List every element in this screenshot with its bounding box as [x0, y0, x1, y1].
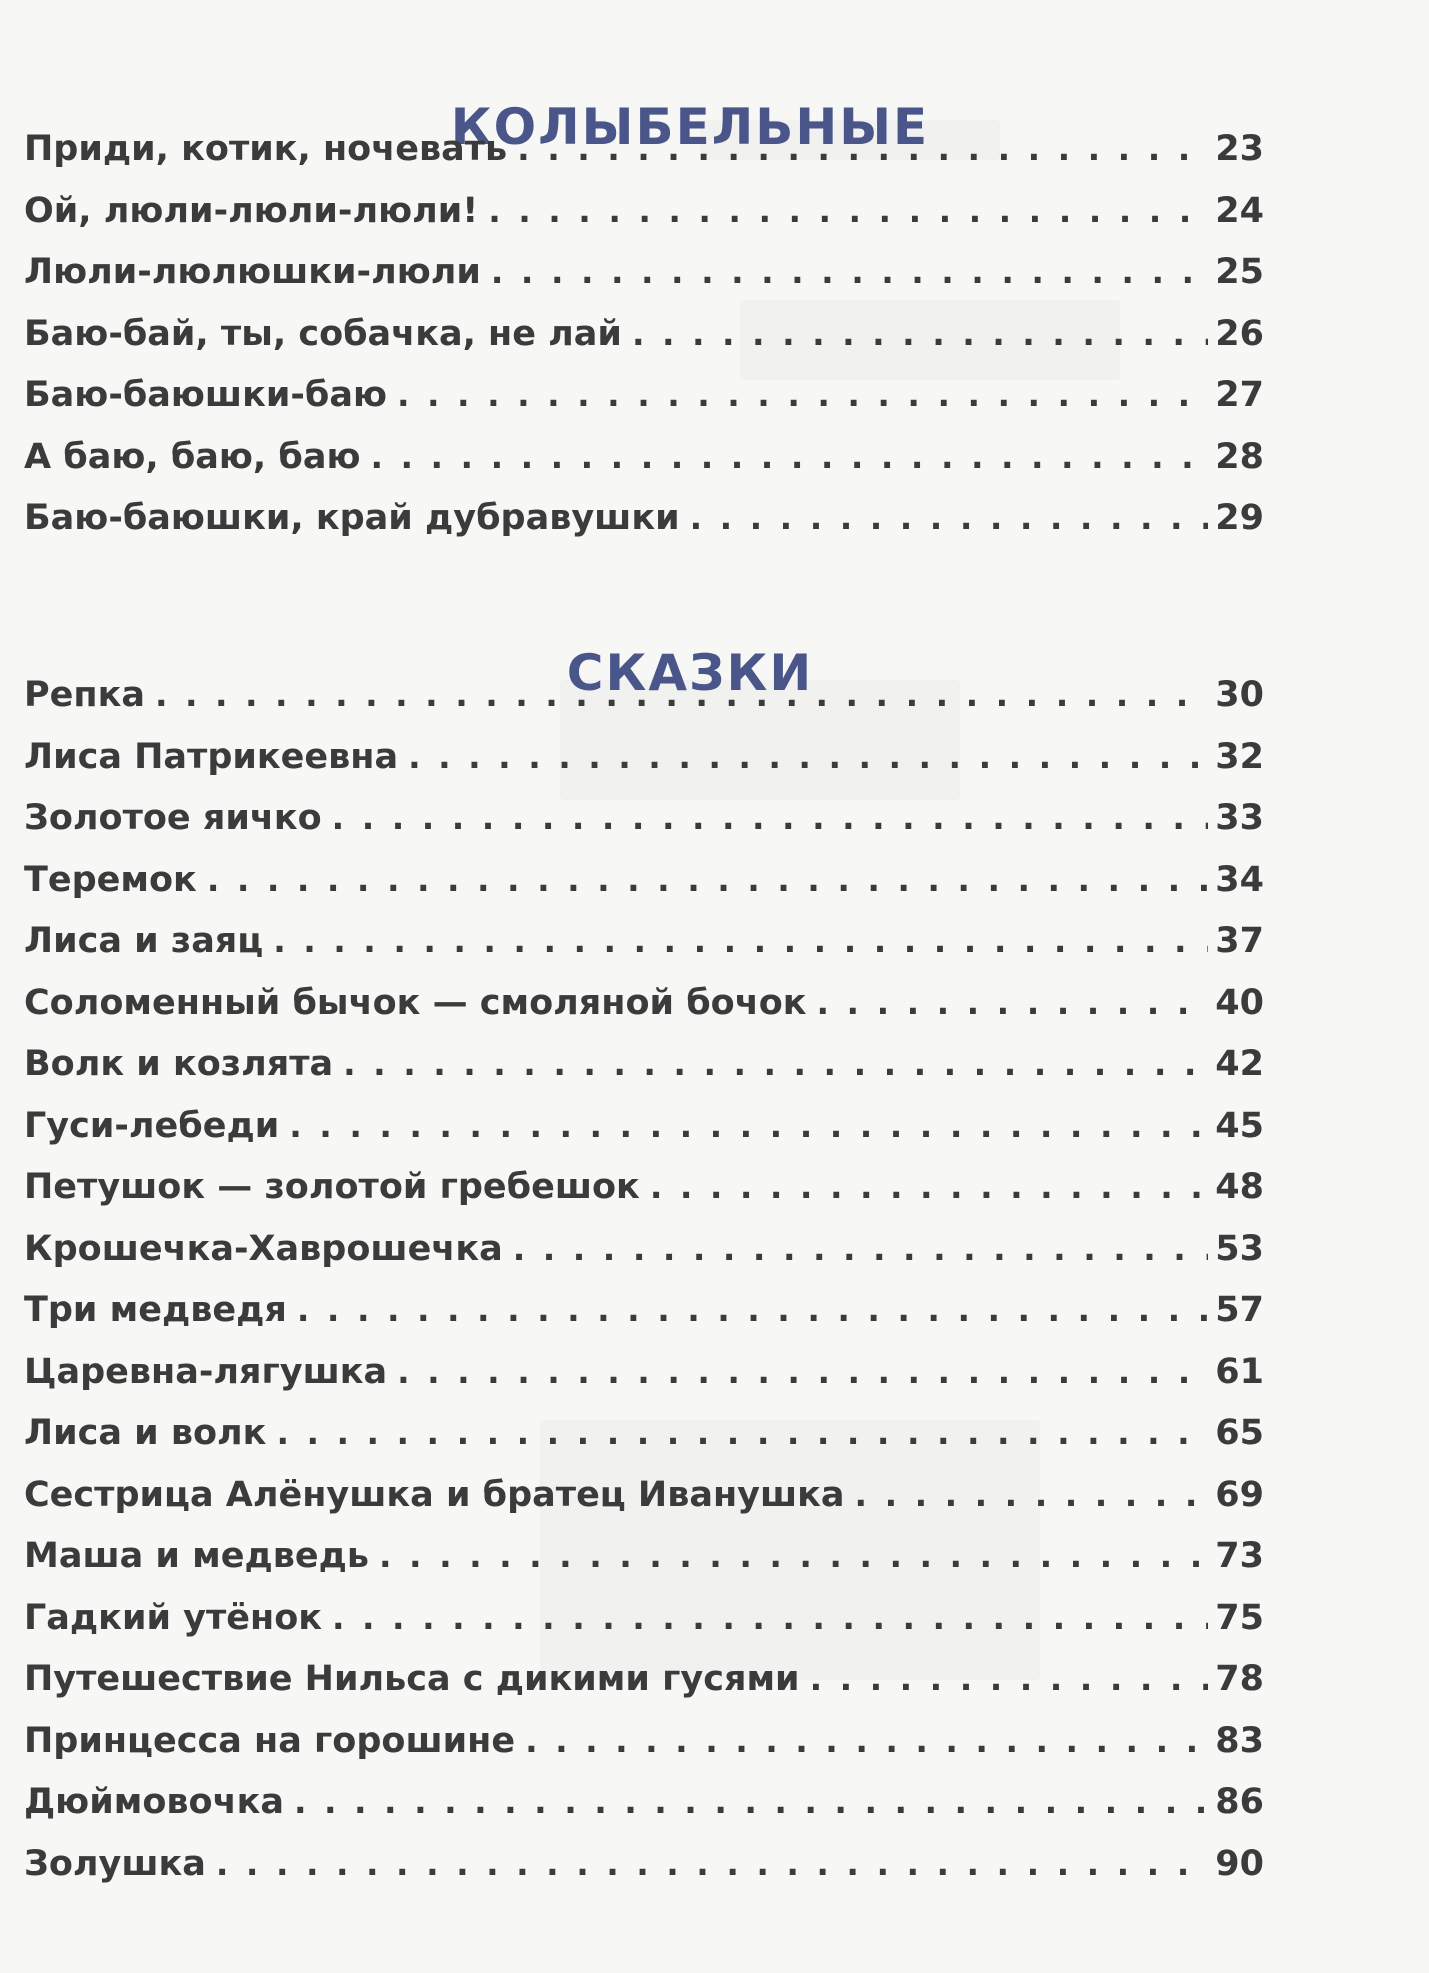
dot-leader [207, 863, 1208, 896]
toc-entry-page: 32 [1215, 736, 1264, 777]
toc-entry[interactable] [24, 375, 1264, 440]
toc-entry-title: Лиса и заяц [24, 921, 264, 961]
dot-leader [491, 255, 1208, 288]
dot-leader [650, 1170, 1208, 1203]
toc-entry-title: Маша и медведь [24, 1536, 370, 1576]
toc-entry-title: Сестрица Алёнушка и братец Иванушка [24, 1474, 845, 1515]
toc-entry-title: Приди, котик, ночевать [24, 129, 508, 169]
section-title-lullabies: КОЛЫБЕЛЬНЫЕ [450, 97, 930, 156]
toc-entry-page: 33 [1215, 798, 1264, 838]
toc-entry[interactable] [24, 436, 1264, 502]
toc-entry[interactable] [24, 1536, 1264, 1601]
toc-entry[interactable] [24, 1167, 1264, 1232]
toc-entry-title: Три медведя [24, 1290, 287, 1330]
toc-list-lullabies [24, 129, 1264, 563]
toc-entry-page: 42 [1215, 1044, 1264, 1084]
dot-leader [332, 801, 1208, 834]
dot-leader [297, 1293, 1208, 1326]
toc-entry[interactable] [24, 1720, 1264, 1786]
toc-entry-page: 40 [1215, 982, 1264, 1023]
toc-entry-title: Петушок — золотой гребешок [24, 1167, 640, 1207]
dot-leader [332, 1601, 1208, 1634]
toc-entry-page: 61 [1215, 1351, 1264, 1392]
dot-leader [276, 1416, 1208, 1449]
toc-entry-title: Ой, люли-люли-люли! [24, 190, 479, 231]
toc-entry[interactable] [24, 982, 1264, 1048]
toc-entry-page: 26 [1215, 313, 1264, 354]
toc-entry[interactable] [24, 1782, 1264, 1847]
toc-entry[interactable] [24, 1105, 1264, 1171]
toc-entry[interactable] [24, 859, 1264, 925]
dot-leader [525, 1724, 1208, 1757]
toc-entry-title: Золотое яичко [24, 798, 322, 838]
toc-entry[interactable] [24, 675, 1264, 740]
toc-entry-page: 23 [1215, 129, 1264, 169]
dot-leader [513, 1232, 1208, 1265]
toc-entry-page: 48 [1215, 1167, 1264, 1207]
toc-entry-page: 25 [1215, 252, 1264, 292]
toc-entry[interactable] [24, 252, 1264, 317]
toc-entry-title: Лиса Патрикеевна [24, 736, 399, 777]
toc-entry-page: 53 [1215, 1228, 1264, 1269]
toc-entry-title: Гуси-лебеди [24, 1105, 280, 1146]
toc-entry-title: Путешествие Нильса с дикими гусями [24, 1659, 800, 1699]
toc-entry[interactable] [24, 313, 1264, 379]
toc-entry-page: 69 [1215, 1474, 1264, 1515]
toc-entry-page: 30 [1215, 675, 1264, 715]
toc-entry[interactable] [24, 1413, 1264, 1478]
toc-entry-page: 73 [1215, 1536, 1264, 1576]
toc-entry-page: 37 [1215, 921, 1264, 961]
toc-entry-title: А баю, баю, баю [24, 436, 361, 477]
toc-list-tales [24, 675, 1264, 1908]
section-title-tales: СКАЗКИ [566, 643, 814, 702]
toc-entry-title: Баю-бай, ты, собачка, не лай [24, 313, 622, 354]
toc-entry-page: 27 [1215, 375, 1264, 415]
toc-entry[interactable] [24, 190, 1264, 256]
toc-entry[interactable] [24, 798, 1264, 863]
toc-entry[interactable] [24, 1228, 1264, 1294]
dot-leader [379, 1539, 1208, 1572]
toc-entry-title: Крошечка-Хаврошечка [24, 1228, 503, 1269]
toc-entry-title: Баю-баюшки, край дубравушки [24, 498, 680, 538]
toc-entry-page: 28 [1215, 436, 1264, 477]
toc-entry[interactable] [24, 1597, 1264, 1663]
dot-leader [397, 378, 1208, 411]
toc-entry-page: 34 [1215, 859, 1264, 900]
dot-leader [632, 317, 1208, 350]
dot-leader [817, 986, 1208, 1019]
toc-entry[interactable] [24, 1290, 1264, 1355]
toc-entry[interactable] [24, 736, 1264, 802]
toc-entry-page: 29 [1215, 498, 1264, 538]
toc-entry-title: Соломенный бычок — смоляной бочок [24, 982, 807, 1023]
toc-entry[interactable] [24, 1474, 1264, 1540]
toc-entry-page: 24 [1215, 190, 1264, 231]
dot-leader [216, 1847, 1208, 1880]
toc-entry[interactable] [24, 1843, 1264, 1909]
toc-entry[interactable] [24, 498, 1264, 563]
toc-entry[interactable] [24, 129, 1264, 194]
dot-leader [855, 1478, 1208, 1511]
dot-leader [370, 440, 1208, 473]
dot-leader [155, 678, 1208, 711]
toc-entry-page: 86 [1215, 1782, 1264, 1822]
toc-entry[interactable] [24, 1044, 1264, 1109]
dot-leader [397, 1355, 1208, 1388]
toc-entry-page: 45 [1215, 1105, 1264, 1146]
toc-entry-page: 83 [1215, 1720, 1264, 1761]
toc-entry-title: Гадкий утёнок [24, 1597, 322, 1638]
toc-entry-title: Баю-баюшки-баю [24, 375, 387, 415]
toc-entry-page: 65 [1215, 1413, 1264, 1453]
dot-leader [294, 1785, 1208, 1818]
toc-entry-title: Волк и козлята [24, 1044, 334, 1084]
dot-leader [343, 1047, 1208, 1080]
toc-entry-title: Золушка [24, 1843, 206, 1884]
toc-entry-title: Лиса и волк [24, 1413, 267, 1453]
dot-leader [810, 1662, 1208, 1695]
toc-entry-page: 90 [1215, 1843, 1264, 1884]
toc-entry-page: 57 [1215, 1290, 1264, 1330]
toc-entry-title: Дюймовочка [24, 1782, 284, 1822]
toc-entry-title: Царевна-лягушка [24, 1351, 388, 1392]
toc-entry[interactable] [24, 1659, 1264, 1724]
dot-leader [273, 924, 1208, 957]
toc-entry[interactable] [24, 921, 1264, 986]
toc-entry-title: Репка [24, 675, 145, 715]
toc-entry-page: 78 [1215, 1659, 1264, 1699]
dot-leader [408, 740, 1208, 773]
toc-entry-title: Принцесса на горошине [24, 1720, 516, 1761]
toc-entry-title: Люли-люлюшки-люли [24, 252, 481, 292]
dot-leader [488, 194, 1208, 227]
toc-entry-title: Теремок [24, 859, 197, 900]
dot-leader [517, 132, 1208, 165]
toc-entry[interactable] [24, 1351, 1264, 1417]
dot-leader [690, 501, 1208, 534]
toc-entry-page: 75 [1215, 1597, 1264, 1638]
dot-leader [289, 1109, 1208, 1142]
